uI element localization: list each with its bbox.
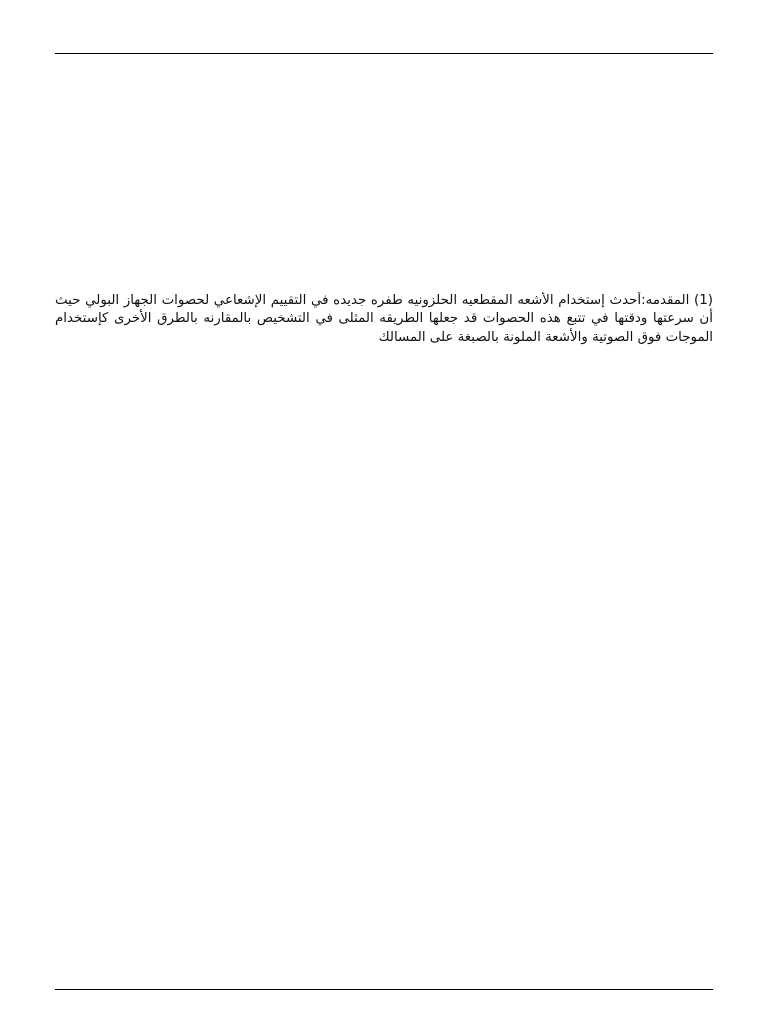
top-rule xyxy=(55,53,713,54)
bottom-rule xyxy=(55,989,713,990)
body-paragraph: (1) المقدمه:أحدث إستخدام الأشعه المقطعيه الحلزونيه طفره جديده في التقييم الإشعاعي لحصوات الجهاز البولي حيث أن سرعتها ودقتها في تتبع هذه الحصوات قد جعلها الطريقه المثلى في التشخيص بالمقارنه بالطرق الأخرى كإستخدام الموجات فوق الصوتية والأشعة الملونة بالصبغة على المسالك xyxy=(55,293,713,345)
